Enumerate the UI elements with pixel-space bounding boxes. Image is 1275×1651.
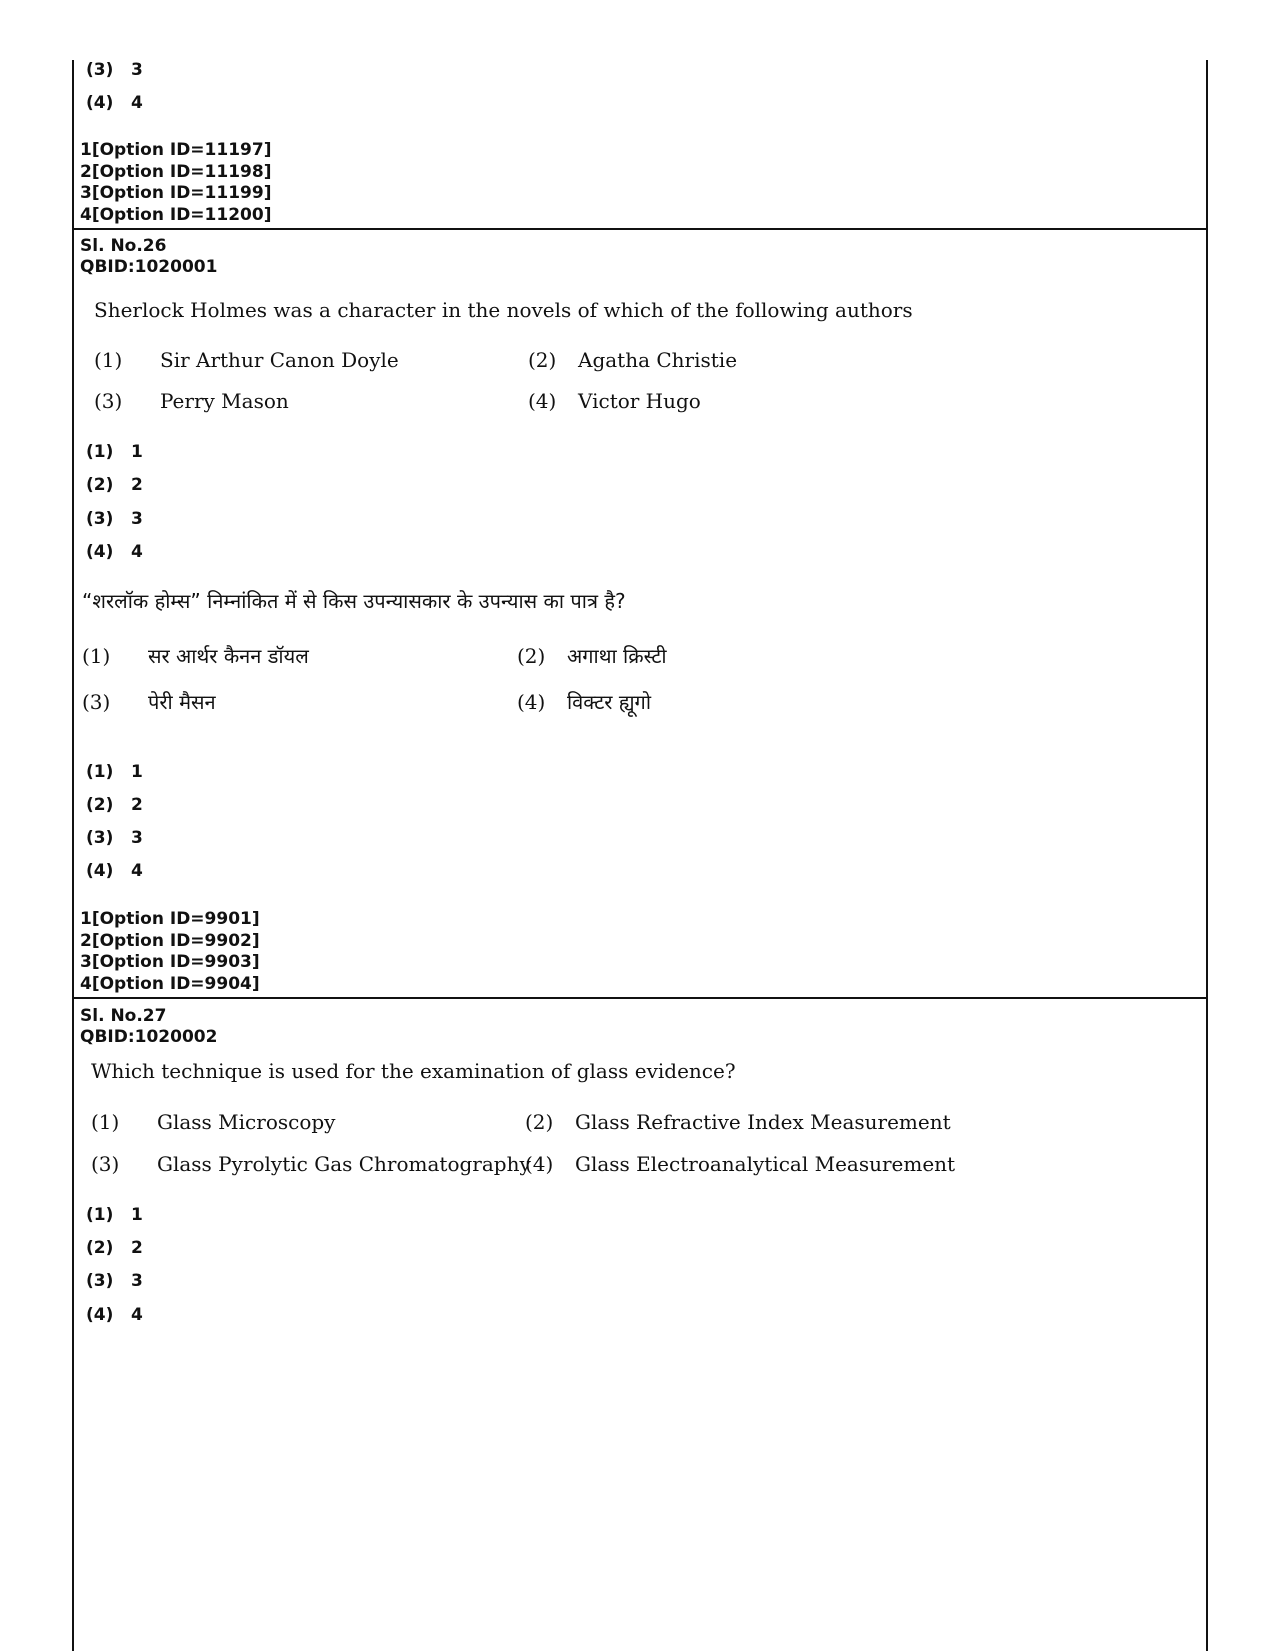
answer-option xyxy=(525,1152,955,1176)
answer-option xyxy=(82,690,216,714)
response-value: 4 xyxy=(131,861,143,881)
option-text: Sir Arthur Canon Doyle xyxy=(160,348,399,372)
option-number: (2) xyxy=(528,348,557,372)
response-value: 2 xyxy=(131,1238,143,1258)
response-value: 2 xyxy=(131,475,143,495)
response-value: 3 xyxy=(131,828,143,848)
question-text-english: Which technique is used for the examination of glass evidence? xyxy=(91,1059,736,1083)
response-number: (3) xyxy=(86,60,114,80)
response-number: (3) xyxy=(86,828,114,848)
option-id: 1[Option ID=9901] xyxy=(80,909,260,929)
option-number: (1) xyxy=(91,1110,120,1134)
option-text: अगाथा क्रिस्टी xyxy=(567,644,667,668)
question-text-hindi: “शरलॉक होम्स” निम्नांकित में से किस उपन्यासकार के उपन्यास का पात्र है? xyxy=(82,589,626,613)
option-number: (4) xyxy=(525,1152,554,1176)
response-value: 1 xyxy=(131,762,143,782)
response-option-row xyxy=(86,828,143,848)
response-value: 1 xyxy=(131,442,143,462)
answer-option xyxy=(528,348,737,372)
option-text: Glass Refractive Index Measurement xyxy=(575,1110,951,1134)
answer-option xyxy=(91,1152,531,1176)
option-id: 3[Option ID=9903] xyxy=(80,952,260,972)
answer-option xyxy=(82,644,309,668)
option-number: (2) xyxy=(525,1110,554,1134)
response-option-row xyxy=(86,475,143,495)
question-paper-frame xyxy=(72,60,1208,1651)
question-divider xyxy=(74,997,1206,999)
response-option-row xyxy=(86,795,143,815)
response-option-row xyxy=(86,861,143,881)
option-id: 3[Option ID=11199] xyxy=(80,183,272,203)
response-value: 1 xyxy=(131,1205,143,1225)
answer-option xyxy=(517,644,667,668)
response-value: 2 xyxy=(131,795,143,815)
option-text: सर आर्थर कैनन डॉयल xyxy=(148,644,309,668)
answer-option xyxy=(94,389,289,413)
answer-option xyxy=(528,389,701,413)
response-number: (3) xyxy=(86,1271,114,1291)
answer-option xyxy=(525,1110,951,1134)
serial-number: Sl. No.26 xyxy=(80,236,167,256)
answer-option xyxy=(517,690,651,714)
option-number: (1) xyxy=(94,348,123,372)
option-number: (4) xyxy=(517,690,546,714)
response-option-row xyxy=(86,93,143,113)
response-option-row xyxy=(86,60,143,80)
answer-option xyxy=(91,1110,335,1134)
option-id-list xyxy=(80,909,260,995)
response-option-row xyxy=(86,442,143,462)
option-number: (3) xyxy=(91,1152,120,1176)
response-option-row xyxy=(86,1205,143,1225)
response-value: 4 xyxy=(131,1305,143,1325)
option-text: Glass Electroanalytical Measurement xyxy=(575,1152,956,1176)
response-number: (4) xyxy=(86,1305,114,1325)
option-text: विक्टर ह्यूगो xyxy=(567,690,651,714)
response-number: (4) xyxy=(86,93,114,113)
response-number: (4) xyxy=(86,542,114,562)
question-divider xyxy=(74,228,1206,230)
option-id: 2[Option ID=9902] xyxy=(80,930,260,951)
response-option-row xyxy=(86,1271,143,1291)
serial-number: Sl. No.27 xyxy=(80,1006,167,1026)
option-text: Victor Hugo xyxy=(578,389,701,413)
response-option-row xyxy=(86,509,143,529)
question-header xyxy=(80,1006,217,1048)
option-number: (2) xyxy=(517,644,546,668)
option-id: 4[Option ID=11200] xyxy=(80,204,272,225)
response-number: (1) xyxy=(86,442,114,462)
response-option-row xyxy=(86,1238,143,1258)
option-number: (4) xyxy=(528,389,557,413)
response-option-row xyxy=(86,762,143,782)
response-number: (1) xyxy=(86,762,114,782)
response-number: (2) xyxy=(86,475,114,495)
response-value: 4 xyxy=(131,542,143,562)
option-number: (3) xyxy=(82,690,111,714)
response-value: 3 xyxy=(131,60,143,80)
qbid: QBID:1020002 xyxy=(80,1027,218,1047)
response-option-row xyxy=(86,1305,143,1325)
response-number: (1) xyxy=(86,1205,114,1225)
option-text: Glass Pyrolytic Gas Chromatography xyxy=(157,1152,531,1176)
option-id: 1[Option ID=11197] xyxy=(80,140,272,160)
option-number: (3) xyxy=(94,389,123,413)
option-text: पेरी मैसन xyxy=(148,690,216,714)
qbid: QBID:1020001 xyxy=(80,257,218,277)
question-header xyxy=(80,236,217,278)
option-id: 4[Option ID=9904] xyxy=(80,973,260,994)
response-option-row xyxy=(86,542,143,562)
option-text: Glass Microscopy xyxy=(157,1110,336,1134)
question-text-english: Sherlock Holmes was a character in the novels of which of the following authors xyxy=(94,298,913,322)
option-text: Agatha Christie xyxy=(578,348,738,372)
response-value: 3 xyxy=(131,1271,143,1291)
option-id-list xyxy=(80,140,271,226)
response-number: (4) xyxy=(86,861,114,881)
option-text: Perry Mason xyxy=(160,389,289,413)
response-number: (2) xyxy=(86,1238,114,1258)
option-id: 2[Option ID=11198] xyxy=(80,161,272,182)
answer-option xyxy=(94,348,399,372)
response-value: 3 xyxy=(131,509,143,529)
response-number: (3) xyxy=(86,509,114,529)
response-number: (2) xyxy=(86,795,114,815)
option-number: (1) xyxy=(82,644,111,668)
response-value: 4 xyxy=(131,93,143,113)
